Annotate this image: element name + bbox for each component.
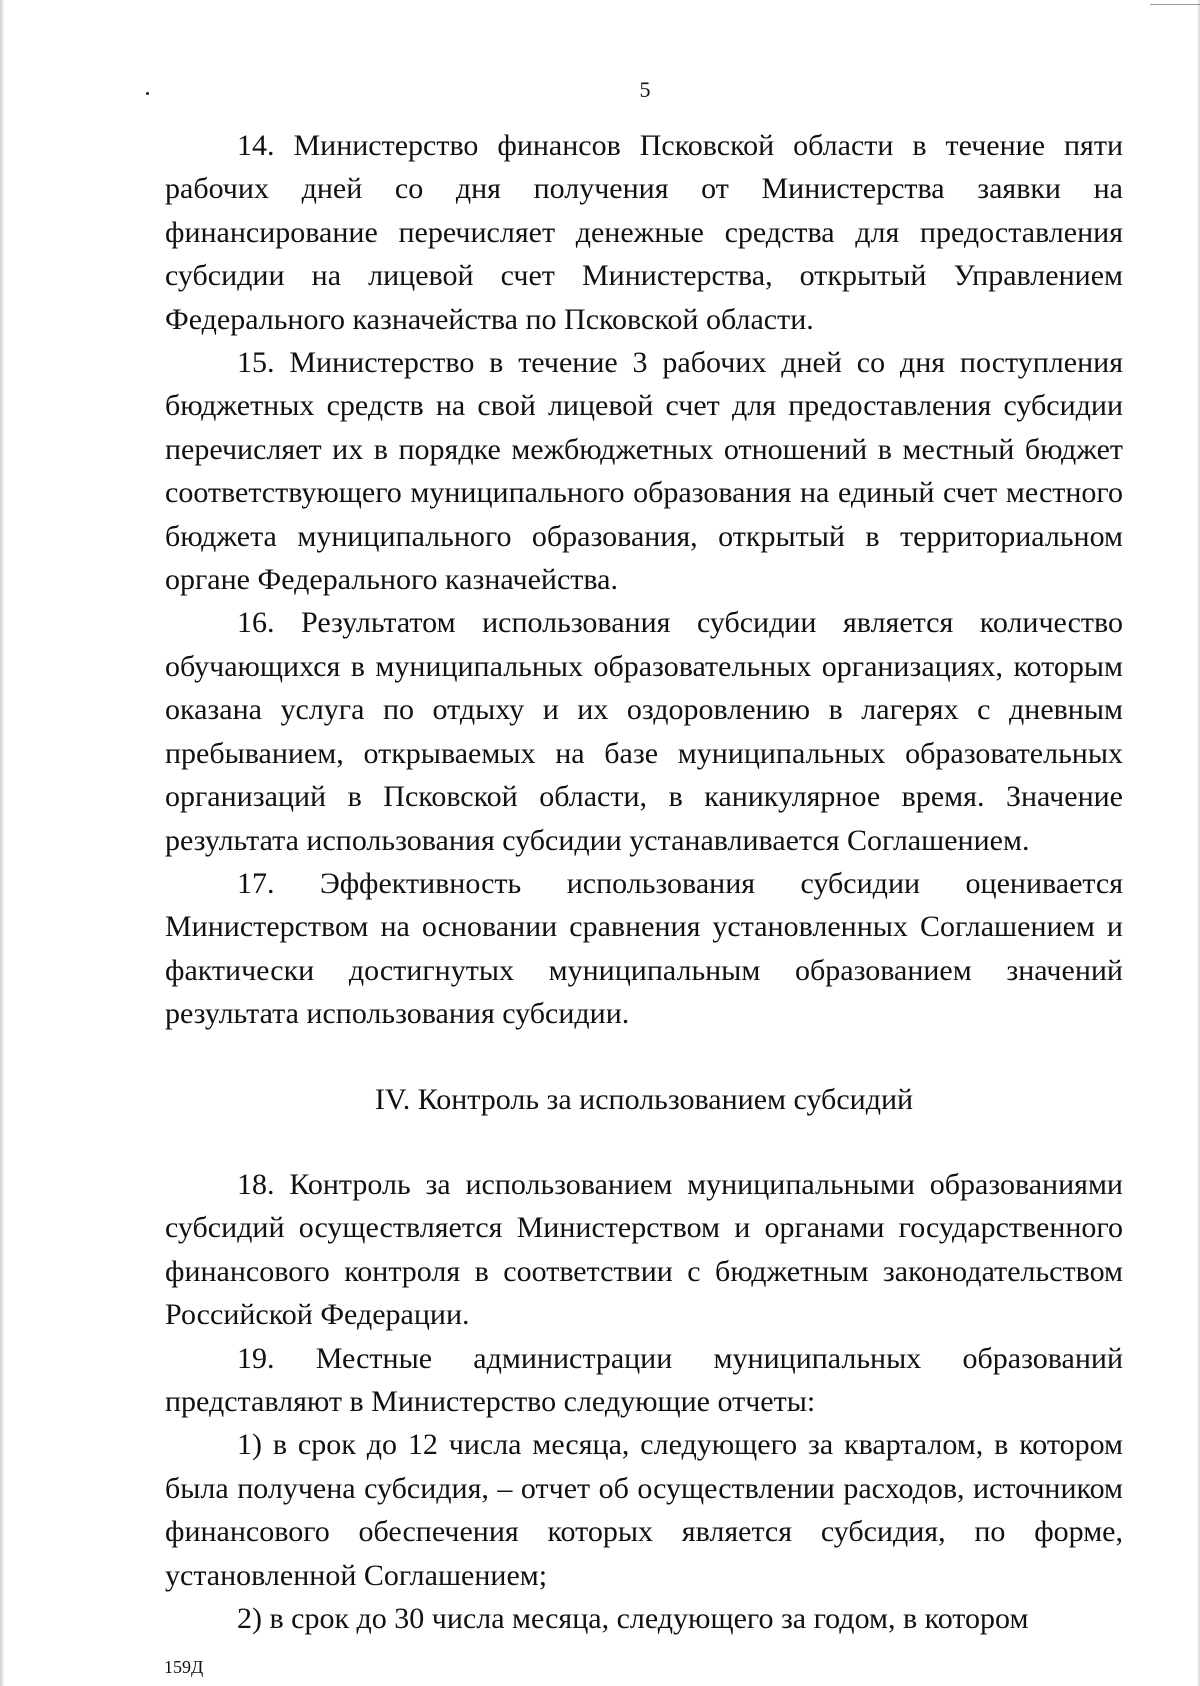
page-number: 5 xyxy=(639,77,651,102)
document-code: 159Д xyxy=(164,1657,204,1677)
scan-left-edge xyxy=(0,0,4,1686)
paragraph-18: 18. Контроль за использованием муниципальными образованиями субсидий осуществляется Министерством и органами государственного финансового контроля в соответствии с бюджетным законодательством Российской Федерации. xyxy=(165,1167,1123,1332)
section-heading: IV. Контроль за использованием субсидий xyxy=(374,1082,914,1116)
list-item-2: 2) в срок до 30 числа месяца, следующего за годом, в котором xyxy=(237,1602,1029,1635)
scan-top-mark xyxy=(1150,4,1200,5)
document-body xyxy=(165,124,1123,1640)
paragraph-19: 19. Местные администрации муниципальных образований представляют в Министерство следующие отчеты: xyxy=(165,1341,1123,1418)
list-item-1: 1) в срок до 12 числа месяца, следующего за кварталом, в котором была получена субсидия, – отчет об осуществлении расходов, источником финансового обеспечения которых является субсидия, по форме, установленной Соглашением; xyxy=(165,1428,1123,1592)
paragraph-15: 15. Министерство в течение 3 рабочих дней со дня поступления бюджетных средств на свой лицевой счет для предоставления субсидии перечисляет их в порядке межбюджетных отношений в местный бюджет соответствующего муниципального образования на единый счет местного бюджета муниципального образования, открытый в территориальном органе Федерального казначейства. xyxy=(165,346,1123,597)
paragraph-17: 17. Эффективность использования субсидии оценивается Министерством на основании сравнения установленных Соглашением и фактически достигнутых муниципальным образованием значений результата использования субсидии. xyxy=(165,866,1123,1031)
paragraph-16: 16. Результатом использования субсидии является количество обучающихся в муниципальных образовательных организациях, которым оказана услуга по отдыху и их оздоровлению в лагерях с дневным пребыванием, открываемых на базе муниципальных образовательных организаций в Псковской области, в каникулярное время. Значение результата использования субсидии устанавливается Соглашением. xyxy=(165,606,1123,857)
paragraph-14: 14. Министерство финансов Псковской области в течение пяти рабочих дней со дня получения от Министерства заявки на финансирование перечисляет денежные средства для предоставления субсидии на лицевой счет Министерства, открытый Управлением Федерального казначейства по Псковской области. xyxy=(165,129,1123,336)
